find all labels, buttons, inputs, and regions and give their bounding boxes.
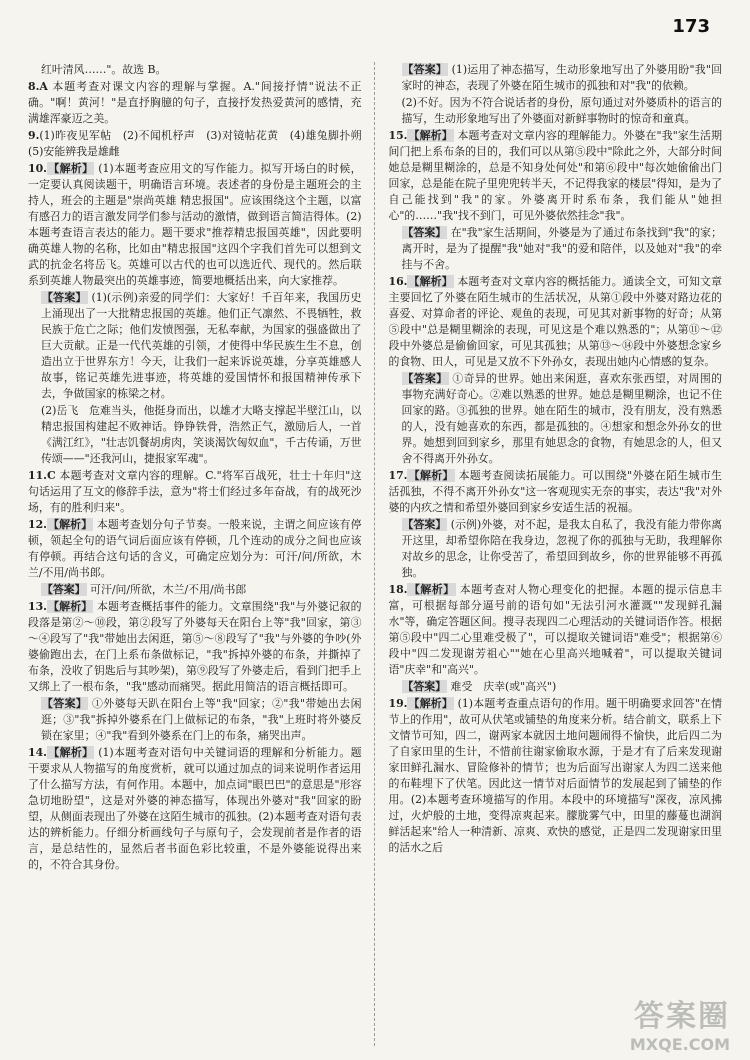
question-number: 17. — [388, 469, 408, 482]
section-tag: 【解析】 — [408, 697, 453, 710]
watermark-url: MXQE.COM — [629, 1035, 730, 1054]
choice-answer: A — [39, 80, 48, 93]
entry-text: 本题考查对人物心理变化的把握。本题的提示信息丰富，可根据每部分逼号前的语句如"无法引河水灌溉""发现鲜孔漏水"等，确定答题区间。搜寻表现四二心理活动的关键词语作答。根据第⑤段中"四二心里难受极了"，可以提取关键词语"难受"；根据第⑥段中"四二发现谢芳祖心""她在心里高兴地喊着"，可以提取关键词语"庆幸"和"高兴"。 — [388, 583, 722, 676]
question-item — [28, 161, 362, 289]
question-number: 19. — [388, 697, 408, 710]
answer-paragraph — [389, 679, 723, 695]
answer-paragraph — [28, 696, 362, 744]
question-number: 18. — [388, 583, 408, 596]
question-number: 16. — [388, 275, 408, 288]
section-tag: 【解析】 — [47, 518, 93, 531]
question-number: 9. — [28, 129, 40, 142]
question-number: 8. — [28, 80, 40, 93]
question-item — [389, 468, 723, 516]
entry-text: 在"我"家生活期间，外婆是为了通过布条找到"我"的家；离开时，是为了提醒"我"她对"我"的爱和陪伴，以及她对"我"的牵挂与不舍。 — [401, 226, 722, 271]
question-item — [389, 274, 723, 370]
entry-text: (1)运用了神态描写，生动形象地写出了外婆用盼"我"回家时的神态，表现了外婆在陌生城市的孤独和对"我"的依赖。 — [401, 63, 722, 92]
question-item — [28, 468, 362, 516]
section-tag: 【答案】 — [402, 226, 447, 239]
section-tag: 【解析】 — [47, 600, 93, 613]
entry-text: ①奇异的世界。她出来闲逛，喜欢东张西望，对周围的事物充满好奇心。②难以熟悉的世界。她总是糊里糊涂，也记不住回家的路。③孤独的世界。她在陌生的城市，没有朋友，没有熟悉的人，没有她喜欢的东西，都是孤独的。④想家和想念外孙女的世界。她想到回到家乡，那里有她思念的食物，有她思念的人，但又舍不得离开外孙女。 — [401, 372, 722, 465]
question-number: 15. — [388, 129, 408, 142]
left-column — [28, 62, 375, 1046]
section-tag: 【答案】 — [402, 63, 447, 76]
entry-text: 本题考查概括事件的能力。文章围绕"我"与外婆记叙的段落是第②～⑩段，第②段写了外婆每天在阳台上等"我"回家，第③～④段写了"我"带她出去闲逛，第⑤～⑧段写了"我"与外婆的争吵(外婆偷跑出去，在门上系布条做标记，"我"拆掉外婆的布条，并撕掉了布条，没收了钥匙后与其吵架)，第⑨段写了外婆走后，看到门把手上又绑上了一根布条，"我"感动而痛哭。据此用简洁的语言概括即可。 — [28, 600, 362, 693]
watermark — [630, 991, 730, 1054]
section-tag: 【答案】 — [42, 697, 88, 710]
entry-text: (1)本题考查重点语句的作用。题干明确要求回答"在情节上的作用"，故可从伏笔或铺垫的角度来分析。结合前文，联系上下文情节可知，四二，谢两家本就因土地问题闹得不愉快，此后四二为了自家田里的生计，不惜前往谢家偷取水源，于是才有了后来发现谢家田鲜孔漏水、冒险修补的情节；也为后面写出谢家人为四二送来他的布鞋埋下了伏笔。因此这一情节对后面情节的发展起到了铺垫的作用。(2)本题考查环境描写的作用。本段中的环境描写"深夜，凉风拂过，火炉般的土地，变得凉爽起来。朦胧雾气中，田里的藤蔓也湖润鲜活起来"给人一种清新、凉爽、欢快的感觉，正是四二发现谢家田里的活水之后 — [388, 697, 722, 854]
question-item — [389, 128, 723, 224]
answer-paragraph — [389, 517, 723, 581]
question-item — [28, 79, 362, 127]
entry-text: 本题考查对课文内容的理解与掌握。A."间接抒情"说法不正确。"啊！黄河！"是直抒胸臆的句子，直接抒发热爱黄河的感情，充满雄浑豪迈之美。 — [28, 80, 362, 125]
right-column — [389, 62, 723, 1046]
entry-text: (示例)外婆，对不起，是我太自私了，我没有能力带你离开这里，却希望你陪在我身边，忽视了你的孤独与无助，我理解你对故乡的思念，让你受苦了，希望回到故乡，你的世界能够不再孤独。 — [401, 518, 722, 579]
entry-text: 本题考查对文章内容的理解能力。外婆在"我"家生活期间门把上系布条的目的，我们可以从第⑤段中"除此之外，大部分时间她总是糊里糊涂的，总是不知身处何处"和第⑥段中"每次她偷偷出门回家，总是能在院子里兜兜转半天，不记得我家的楼层"得知，是为了自己能找到"我"的家。外婆离开时系布条，我们能从"她担心"的……"我"找不到门，可见外婆依然挂念"我"。 — [388, 129, 722, 222]
section-tag: 【解析】 — [408, 583, 455, 596]
question-item — [28, 599, 362, 695]
entry-text: (1)本题考查应用文的写作能力。拟写开场白的时候，一定要认真阅读题干，明确语言环境。表述者的身份是主题班会的主持人，班会的主题是"崇尚英雄 精忠报国"。应该围绕这个主题，以富有感召力的语言激发同学们参与活动的激情，做到语言简洁得体。(2)本题考查语言表达的能力。题干要求"推荐精忠报国英雄"，因此要明确英雄人物的名称，比如由"精忠报国"这四个字我们首先可以想到文武的抗金名将岳飞。英雄可以古代的也可以选近代、现代的。然后联系到英雄人物最突出的英雄事迹，简要地概括出来，向大家推荐。 — [28, 162, 362, 287]
entry-text: 本题考查划分句子节奏。一般来说，主谓之间应该有停顿，领起全句的语气词后面应该有停顿，几个连动的成分之间也应该有停顿。再结合这句话的含义，可确定应划分为：可汗/问/所欲，木兰/不用/尚书郎。 — [28, 518, 362, 579]
answer-paragraph — [28, 290, 362, 402]
question-number: 14. — [28, 746, 47, 759]
question-item — [28, 745, 362, 873]
watermark-logo: 答案圈 — [634, 999, 730, 1034]
answer-paragraph — [389, 225, 723, 273]
question-item — [389, 582, 723, 678]
section-tag: 【答案】 — [402, 518, 447, 531]
section-tag: 【答案】 — [42, 291, 87, 304]
section-tag: 【解析】 — [408, 469, 454, 482]
entry-text: 红叶清风……"。故选 B。 — [41, 63, 167, 76]
entry-text: 可汗/问/所欲，木兰/不用/尚书郎 — [90, 583, 247, 596]
entry-text: (2)不好。因为不符合说话者的身份，原句通过对外婆质朴的语言的描写，生动形象地写出了外婆面对新鲜事物时的惊奇和童真。 — [401, 96, 722, 125]
section-tag: 【答案】 — [402, 680, 447, 693]
question-item — [28, 128, 373, 160]
question-item — [28, 517, 362, 581]
entry-text: (1)(示例)亲爱的同学们：大家好！千百年来，我国历史上涌现出了一大批精忠报国的英雄。他们正气凛然、不畏牺牲，救民族于危亡之际；他们发愤图强，无私奉献，为国家的强盛做出了巨大贡献。正是一代代英雄的引领，才使得中华民族生生不息，创造出立于世界东方！今天，让我们一起来诉说英雄，分享英雄感人故事，铭记英雄先进事迹，将英雄的爱国情怀和报国精神传承下去，争做国家的栋梁之材。 — [41, 291, 362, 400]
answer-paragraph — [389, 371, 723, 467]
question-item — [389, 696, 723, 856]
entry-text: 本题考查阅读拓展能力。可以围绕"外婆在陌生城市生活孤独，不得不离开外孙女"这一客观现实无奈的事实，表达"我"对外婆的内疚之情和希望外婆回到家乡安适生活的祝福。 — [388, 469, 722, 514]
entry-text: 难受 庆幸(或"高兴") — [450, 680, 557, 693]
answer-paragraph — [28, 62, 362, 78]
section-tag: 【答案】 — [42, 583, 86, 596]
question-number: 10. — [28, 162, 47, 175]
question-number: 12. — [28, 518, 47, 531]
entry-text: (2)岳飞 危难当头，他挺身而出，以雄才大略支撑起半壁江山，以精忠报国构建起不败神话。铮铮铁骨，浩然正气，激励后人，一首《满江红》，"壮志饥餐胡虏肉，笑谈渴饮匈奴血"，千古传诵，万世传颂——"还我河山，捷报家军魂"。 — [41, 404, 362, 465]
section-tag: 【答案】 — [402, 372, 448, 385]
entry-text: 本题考查对文章内容的概括能力。通读全文，可知文章主要回忆了外婆在陌生城市的生活状况，从第①段中外婆对路边花的喜爱、对算命者的评论、观鱼的表现，可见其对新事物的好奇；从第⑤段中"总是糊里糊涂的表现，可见这是个难以熟悉的"；从第⑪～⑫段中外婆总是偷偷回家，可见其孤独；从第⑬～⑭段中外婆想念家乡的食物、田人，可见是又放不下外孙女，表现出她内心情感的复杂。 — [388, 275, 722, 368]
answer-paragraph — [389, 95, 723, 127]
question-number: 11. — [28, 469, 47, 482]
section-tag: 【解析】 — [408, 275, 453, 288]
entry-text: (1)本题考查对语句中关键词语的理解和分析能力。题干要求从人物描写的角度赏析，就可以通过加点的词来说明作者运用了什么描写方法，有何作用。本题中，加点词"眼巴巴"的意思是"形容急切地盼望"，这是对外婆的神态描写，体现出外婆对"我"回家的盼望，从侧面表现出了外婆在这陌生城市的孤独。(2)本题考查对语句表达的辨析能力。仔细分析画线句子与原句子，会发现前者是作者的语言，是总结性的，显然后者书面色彩比较重，不是外婆能说得出来的，不符合其身份。 — [28, 746, 362, 871]
choice-answer: C — [46, 469, 56, 482]
section-tag: 【解析】 — [408, 129, 453, 142]
entry-text: 本题考查对文章内容的理解。C."将军百战死，壮士十年归"这句话运用了互文的修辞手法，意为"将士们经过多年奋战，有的战死沙场，有的胜利归来"。 — [28, 469, 362, 514]
page-number: 173 — [672, 16, 710, 37]
section-tag: 【解析】 — [47, 162, 94, 175]
entry-text: ①外婆每天趴在阳台上等"我"回家；②"我"带她出去闲逛；③"我"拆掉外婆系在门上做标记的布条，"我"上班时将外婆反锁在家里；④"我"看到外婆系在门上的布条，痛哭出声。 — [41, 697, 362, 742]
entry-text: (1)昨夜见军帖 (2)不闻机杼声 (3)对镜帖花黄 (4)雄兔脚扑朔 (5)安能辨我是雄雌 — [28, 129, 373, 158]
answer-paragraph — [28, 403, 362, 467]
answer-paragraph — [389, 62, 723, 94]
question-number: 13. — [28, 600, 47, 613]
section-tag: 【解析】 — [47, 746, 94, 759]
answer-paragraph — [28, 582, 362, 598]
answer-columns — [28, 62, 722, 1046]
